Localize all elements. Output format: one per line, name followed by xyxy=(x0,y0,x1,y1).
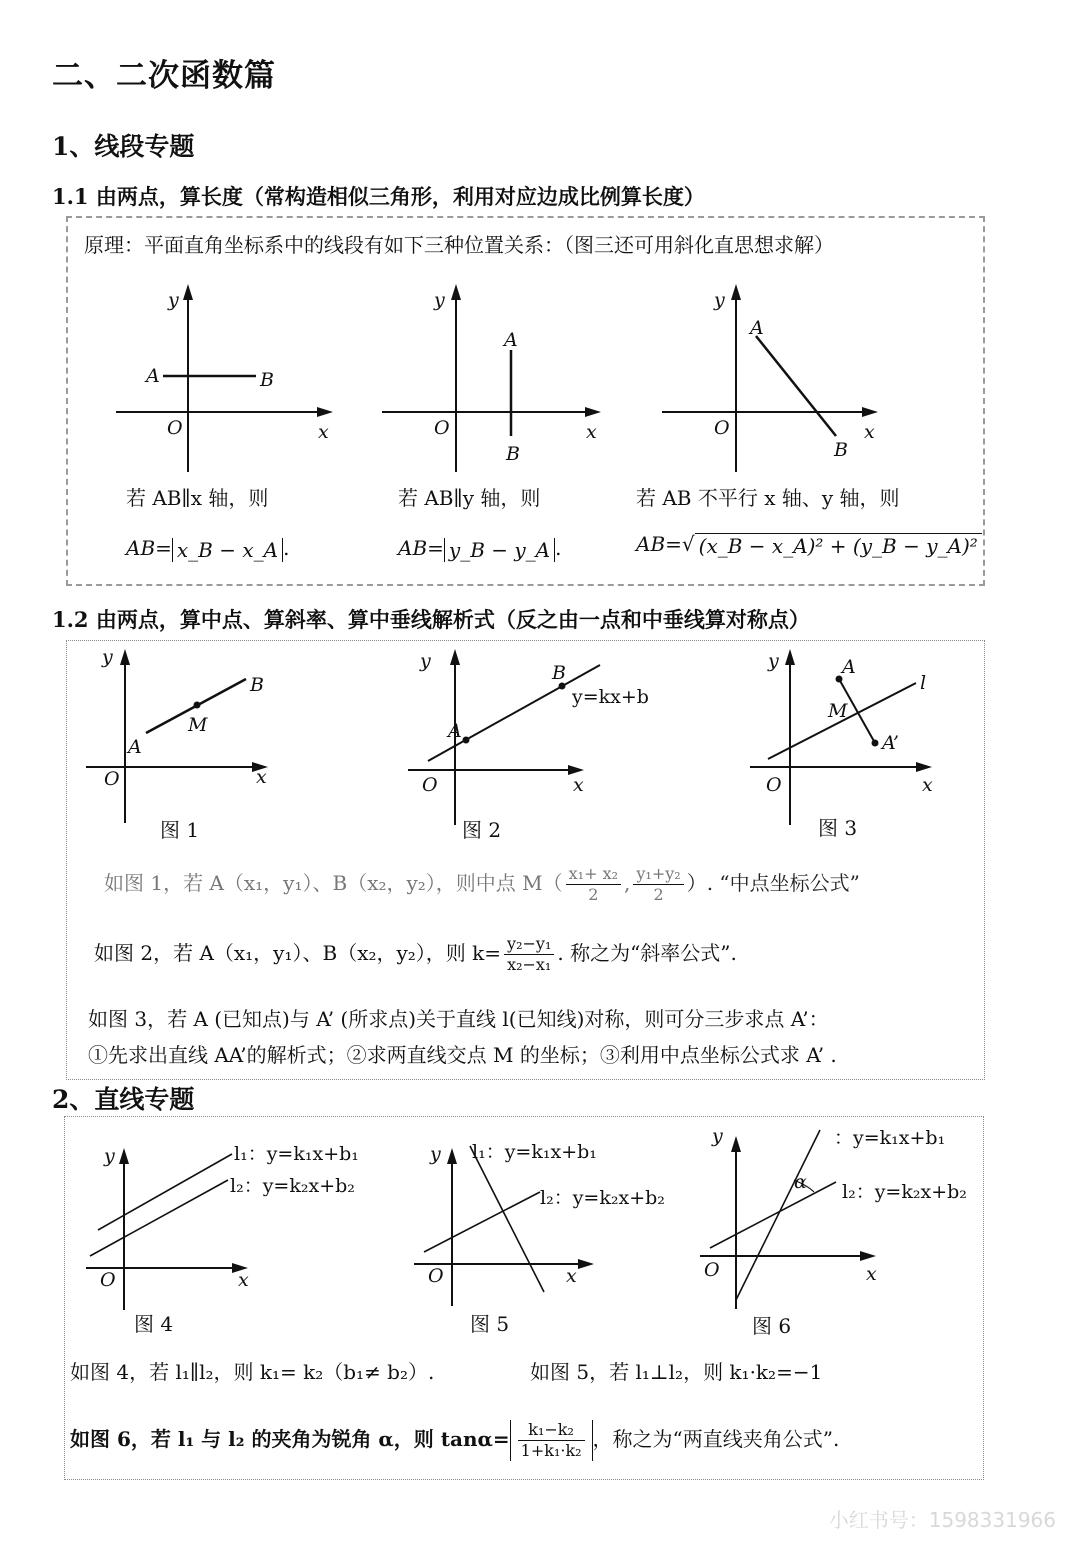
p2-den: x₂−x₁ xyxy=(507,955,552,974)
svg-text:B: B xyxy=(552,662,566,684)
symmetry-text-1: 如图 3，若 A (已知点)与 A’ (所求点)关于直线 l(已知线)对称，则可分三步求点 A’： xyxy=(88,1007,829,1031)
formula-tail: . xyxy=(283,536,290,560)
svg-text:A’: A’ xyxy=(882,732,899,754)
p6-num: k₁−k₂ xyxy=(518,1420,585,1441)
figure-3-symmetry xyxy=(744,645,954,825)
svg-text:y: y xyxy=(712,1125,723,1147)
figure-ab-oblique xyxy=(658,282,888,472)
svg-text:y: y xyxy=(102,646,113,668)
svg-text:l: l xyxy=(920,672,927,694)
slope-formula-line xyxy=(94,934,737,975)
subsection-1-2: 1.2 由两点，算中点、算斜率、算中垂线解析式（反之由一点和中垂线算对称点） xyxy=(52,607,810,632)
svg-text:x: x xyxy=(573,774,584,796)
caption-fig4: 图 4 xyxy=(134,1312,174,1336)
svg-text:A: A xyxy=(128,736,142,758)
fig4-l2: l₂：y=k₂x+b₂ xyxy=(230,1175,355,1197)
formula-ab-x xyxy=(126,536,289,562)
svg-text:O: O xyxy=(422,774,438,796)
svg-text:O: O xyxy=(104,768,120,790)
svg-text:x: x xyxy=(586,421,597,443)
cond-ab-oblique: 若 AB 不平行 x 轴、y 轴，则 xyxy=(636,486,900,510)
fig6-l1: ：y=k₁x+b₁ xyxy=(834,1127,946,1149)
svg-text:y: y xyxy=(420,650,431,672)
p1-den1: 2 xyxy=(588,885,599,904)
svg-text:y: y xyxy=(434,289,445,311)
svg-text:y: y xyxy=(104,1145,115,1167)
p6-suffix: ，称之为“两直线夹角公式”. xyxy=(592,1427,840,1451)
svg-text:x: x xyxy=(238,1269,249,1291)
svg-text:O: O xyxy=(714,417,730,439)
svg-text:O: O xyxy=(704,1259,720,1281)
p2-prefix: 如图 2，若 A（x₁，y₁）、B（x₂，y₂），则 k= xyxy=(94,941,502,965)
svg-text:B: B xyxy=(260,369,274,391)
formula-body: y_B − y_A xyxy=(448,537,551,562)
figure-ab-parallel-x xyxy=(110,282,340,472)
midpoint-formula-line: 如图 1，若 A（x₁，y₁）、B（x₂，y₂），则中点 M（ $\frac{\text{x₁+ x₂}}{2}$ , $\frac{\text{y₁+y₂}}{2}$ ）. “中点坐标公式” xyxy=(104,864,860,904)
cond-ab-parallel-y: 若 AB∥y 轴，则 xyxy=(398,486,541,510)
svg-text:x: x xyxy=(864,421,875,443)
p1-den2: 2 xyxy=(653,885,664,904)
svg-text:x: x xyxy=(922,774,933,796)
svg-text:B: B xyxy=(834,439,848,461)
section2-heading: 2、直线专题 xyxy=(52,1085,195,1114)
svg-text:O: O xyxy=(434,417,450,439)
watermark: 小红书号：1598331966 xyxy=(828,1508,1056,1532)
p1-num2: y₁+y₂ xyxy=(633,864,683,885)
caption-fig3: 图 3 xyxy=(818,816,858,840)
svg-text:y: y xyxy=(768,650,779,672)
figure-4-parallel-lines xyxy=(82,1140,372,1310)
symmetry-text-2: ①先求出直线 AA’的解析式；②求两直线交点 M 的坐标；③利用中点坐标公式求 A’ . xyxy=(88,1043,837,1067)
p1-num1: x₁+ x₂ xyxy=(566,864,621,885)
sqrt-sign: √ xyxy=(681,532,695,556)
fig4-l1: l₁：y=k₁x+b₁ xyxy=(234,1143,359,1165)
svg-text:x: x xyxy=(318,421,329,443)
formula-ab-y xyxy=(398,536,561,562)
svg-text:A: A xyxy=(842,656,856,678)
formula-lhs: AB= xyxy=(398,536,444,560)
svg-text:y: y xyxy=(714,289,725,311)
figure-ab-parallel-y xyxy=(378,282,608,472)
figure-6-angle-between-lines xyxy=(696,1124,976,1309)
formula-body: (x_B − x_A)² + (y_B − y_A)² xyxy=(698,534,978,558)
subsection-1-1: 1.1 由两点，算长度（常构造相似三角形，利用对应边成比例算长度） xyxy=(52,184,705,209)
formula-lhs: AB= xyxy=(126,536,172,560)
caption-fig5: 图 5 xyxy=(470,1312,510,1336)
p2-num: y₂−y₁ xyxy=(504,934,554,955)
p6-prefix: 如图 6，若 l₁ 与 l₂ 的夹角为锐角 α，则 tanα= xyxy=(70,1427,510,1451)
svg-text:O: O xyxy=(100,1269,116,1291)
page-title: 二、二次函数篇 xyxy=(52,58,276,94)
perpendicular-condition: 如图 5，若 l₁⊥l₂，则 k₁·k₂=−1 xyxy=(530,1360,823,1384)
principle-text: 原理：平面直角坐标系中的线段有如下三种位置关系：（图三还可用斜化直思想求解） xyxy=(84,233,834,257)
cond-ab-parallel-x: 若 AB∥x 轴，则 xyxy=(126,486,269,510)
svg-text:O: O xyxy=(167,417,183,439)
line-equation: y=kx+b xyxy=(572,686,649,708)
figure-1-midpoint xyxy=(80,645,280,825)
angle-formula-line xyxy=(70,1420,839,1461)
formula-body: x_B − x_A xyxy=(176,537,279,562)
svg-text:M: M xyxy=(188,714,208,736)
svg-text:A: A xyxy=(750,317,764,339)
svg-text:A: A xyxy=(448,720,462,742)
fig5-l1: l₁：y=k₁x+b₁ xyxy=(472,1141,597,1163)
formula-ab-distance xyxy=(636,532,982,558)
svg-text:B: B xyxy=(250,674,264,696)
svg-text:M: M xyxy=(828,700,848,722)
p1-suffix: ）. “中点坐标公式” xyxy=(686,871,860,895)
figure-5-perpendicular-lines xyxy=(410,1136,680,1306)
section1-heading: 1、线段专题 xyxy=(52,132,195,161)
svg-text:A: A xyxy=(146,365,160,387)
svg-text:x: x xyxy=(566,1265,577,1287)
svg-text:x: x xyxy=(256,766,267,788)
svg-text:A: A xyxy=(504,329,518,351)
fig5-l2: l₂：y=k₂x+b₂ xyxy=(540,1187,665,1209)
figure-2-slope xyxy=(400,645,660,825)
svg-text:y: y xyxy=(168,289,179,311)
svg-text:O: O xyxy=(766,774,782,796)
p1-prefix: 如图 1，若 A（x₁，y₁）、B（x₂，y₂），则中点 M（ xyxy=(104,871,563,895)
svg-text:x: x xyxy=(866,1263,877,1285)
caption-fig2: 图 2 xyxy=(462,818,502,842)
svg-text:y: y xyxy=(430,1143,441,1165)
caption-fig6: 图 6 xyxy=(752,1314,792,1338)
p6-den: 1+k₁·k₂ xyxy=(520,1441,582,1460)
p2-suffix: . 称之为“斜率公式”. xyxy=(557,941,737,965)
caption-fig1: 图 1 xyxy=(160,818,200,842)
alpha-label: α xyxy=(794,1171,807,1193)
svg-text:O: O xyxy=(428,1265,444,1287)
formula-lhs: AB= xyxy=(636,532,682,556)
parallel-condition: 如图 4，若 l₁∥l₂，则 k₁= k₂（b₁≠ b₂）. xyxy=(70,1360,435,1384)
formula-tail: . xyxy=(555,536,562,560)
svg-text:B: B xyxy=(506,443,520,465)
fig6-l2: l₂：y=k₂x+b₂ xyxy=(842,1181,967,1203)
